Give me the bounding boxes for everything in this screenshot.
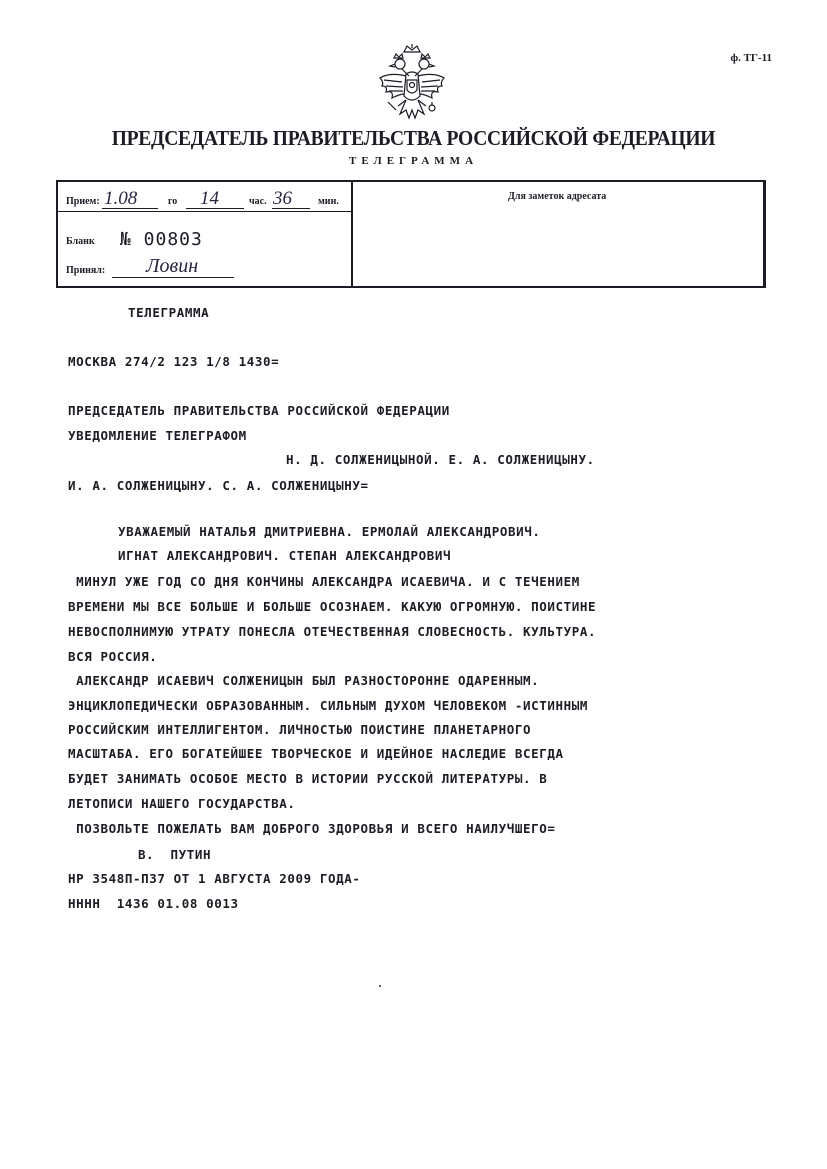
telegram-notice: УВЕДОМЛЕНИЕ ТЕЛЕГРАФОМ [68, 428, 247, 443]
telegram-sender: ПРЕДСЕДАТЕЛЬ ПРАВИТЕЛЬСТВА РОССИЙСКОЙ ФЕДЕРАЦИИ [68, 403, 450, 418]
priem-label: Прием: [66, 196, 100, 207]
hours-label: час. [249, 196, 267, 207]
telegram-reference: НР 3548П-П37 ОТ 1 АВГУСТА 2009 ГОДА- [68, 871, 361, 886]
blank-label: Бланк [66, 236, 95, 247]
accepted-signature: Ловин [146, 255, 199, 277]
telegram-signature: В. ПУТИН [138, 847, 212, 862]
body-line: ВСЯ РОССИЯ. [68, 649, 158, 664]
body-line: ПОЗВОЛЬТЕ ПОЖЕЛАТЬ ВАМ ДОБРОГО ЗДОРОВЬЯ И ВСЕГО НАИЛУЧШЕГО= [68, 821, 556, 836]
body-line: ВРЕМЕНИ МЫ ВСЕ БОЛЬШЕ И БОЛЬШЕ ОСОЗНАЕМ. КАКУЮ ОГРОМНУЮ. ПОИСТИНЕ [68, 599, 597, 614]
telegram-salutation-1: УВАЖАЕМЫЙ НАТАЛЬЯ ДМИТРИЕВНА. ЕРМОЛАЙ АЛЕКСАНДРОВИЧ. [118, 524, 541, 539]
body-line: НЕВОСПОЛНИМУЮ УТРАТУ ПОНЕСЛА ОТЕЧЕСТВЕННАЯ СЛОВЕСНОСТЬ. КУЛЬТУРА. [68, 624, 597, 639]
minutes-label: мин. [318, 196, 339, 207]
telegram-service-line: НННН 1436 01.08 0013 [68, 896, 239, 911]
accepted-label: Принял: [66, 265, 106, 276]
body-line: БУДЕТ ЗАНИМАТЬ ОСОБОЕ МЕСТО В ИСТОРИИ РУССКОЙ ЛИТЕРАТУРЫ. В [68, 771, 548, 786]
body-line: МИНУЛ УЖЕ ГОД СО ДНЯ КОНЧИНЫ АЛЕКСАНДРА ИСАЕВИЧА. И С ТЕЧЕНИЕМ [68, 574, 580, 589]
header-title: ПРЕДСЕДАТЕЛЬ ПРАВИТЕЛЬСТВА РОССИЙСКОЙ ФЕДЕРАЦИИ [111, 126, 716, 150]
header-subtitle: ТЕЛЕГРАММА [348, 155, 479, 167]
double-headed-eagle-icon [376, 44, 448, 126]
body-line: АЛЕКСАНДР ИСАЕВИЧ СОЛЖЕНИЦЫН БЫЛ РАЗНОСТОРОННЕ ОДАРЕННЫМ. [68, 673, 540, 688]
minutes-value: 36 [273, 188, 292, 209]
hours-value: 14 [200, 188, 219, 209]
body-line: РОССИЙСКИМ ИНТЕЛЛИГЕНТОМ. ЛИЧНОСТЬЮ ПОИСТИНЕ ПЛАНЕТАРНОГО [68, 722, 532, 737]
scan-speck [379, 985, 381, 987]
body-line: ЭНЦИКЛОПЕДИЧЕСКИ ОБРАЗОВАННЫМ. СИЛЬНЫМ ДУХОМ ЧЕЛОВЕКОМ -ИСТИННЫМ [68, 698, 589, 713]
telegram-salutation-2: ИГНАТ АЛЕКСАНДРОВИЧ. СТЕПАН АЛЕКСАНДРОВИЧ [118, 548, 452, 563]
body-line: ЛЕТОПИСИ НАШЕГО ГОСУДАРСТВА. [68, 796, 296, 811]
form-code: ф. ТГ-11 [730, 52, 772, 64]
notes-label: Для заметок адресата [508, 191, 607, 202]
telegram-recipients-1: Н. Д. СОЛЖЕНИЦЫНОЙ. Е. А. СОЛЖЕНИЦЫНУ. [286, 452, 595, 467]
telegram-route: МОСКВА 274/2 123 1/8 1430= [68, 354, 280, 369]
hours-underline [186, 208, 244, 209]
priem-underline [102, 208, 158, 209]
telegram-recipients-2: И. А. СОЛЖЕНИЦЫНУ. С. А. СОЛЖЕНИЦЫНУ= [68, 478, 369, 493]
accepted-underline [112, 277, 234, 278]
blank-number: № 00803 [120, 229, 203, 250]
go-label: го [168, 196, 178, 207]
body-line: МАСШТАБА. ЕГО БОГАТЕЙШЕЕ ТВОРЧЕСКОЕ И ИДЕЙНОЕ НАСЛЕДИЕ ВСЕГДА [68, 746, 564, 761]
telegram-heading: ТЕЛЕГРАММА [128, 305, 210, 320]
priem-date-value: 1.08 [104, 188, 138, 209]
minutes-underline [272, 208, 310, 209]
